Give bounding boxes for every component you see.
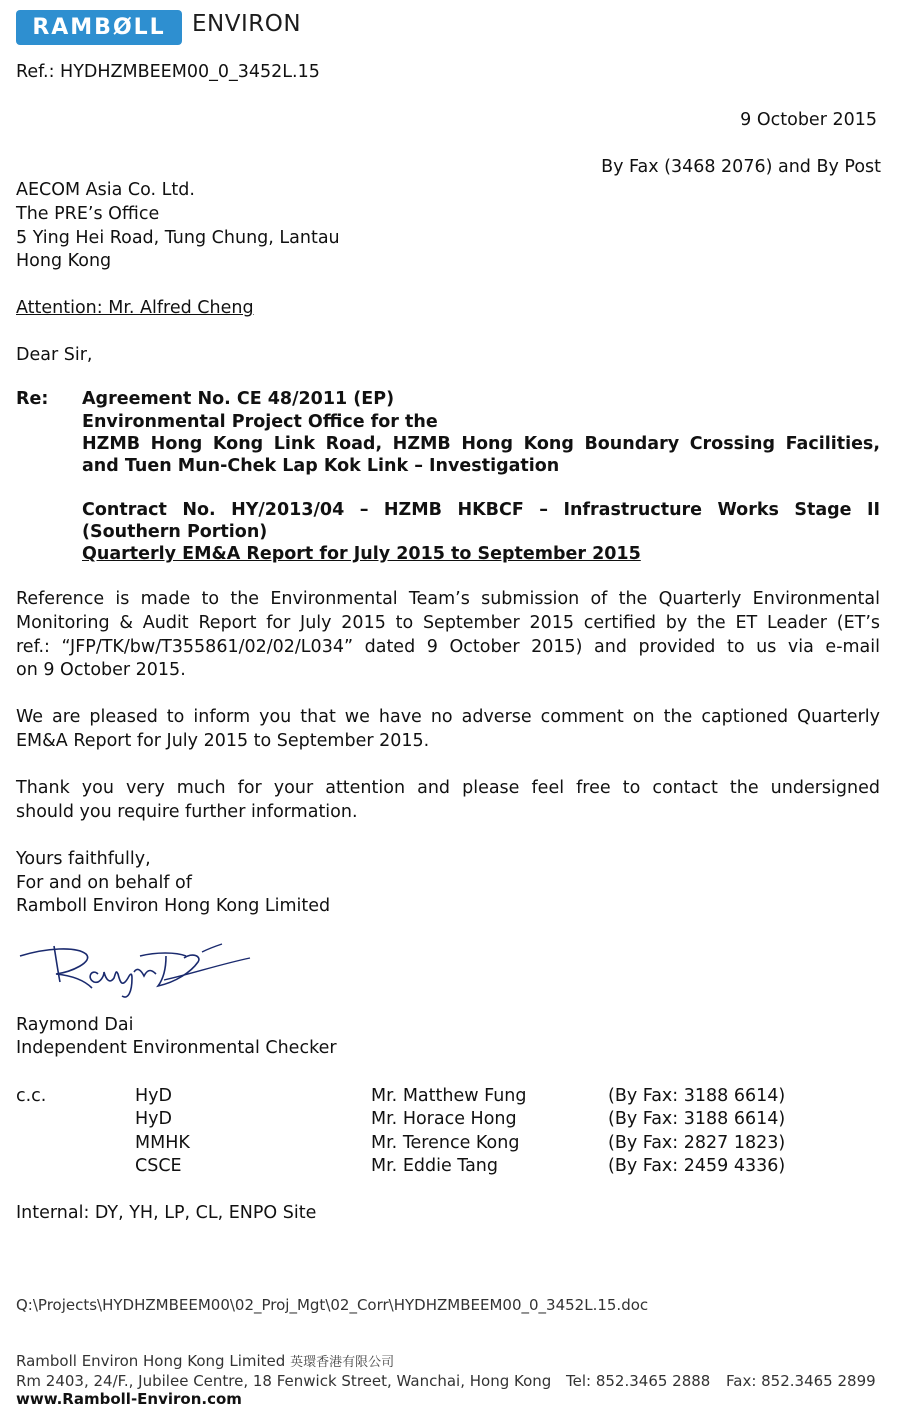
body-text: on 9 October 2015. [16,660,186,680]
cc-person: Mr. Horace Hong [371,1109,517,1129]
footer-website-link[interactable]: www.Ramboll-Environ.com [16,1390,242,1408]
cc-fax: (By Fax: 3188 6614) [608,1086,786,1106]
re-label: Re: [16,389,49,409]
contract-line: (Southern Portion) [82,522,268,542]
footer-fax: Fax: 852.3465 2899 [726,1372,876,1390]
cc-org: MMHK [135,1133,190,1153]
signature-image [16,938,256,1008]
cc-person: Mr. Eddie Tang [371,1156,498,1176]
closing-line: Yours faithfully, [16,849,151,869]
footer-tel: Tel: 852.3465 2888 [566,1372,711,1390]
logo-text: RAMBØLL [32,15,166,40]
address-line: Hong Kong [16,251,112,271]
subject-line: Quarterly EM&A Report for July 2015 to September 2015 [82,544,641,564]
re-line: Agreement No. CE 48/2011 (EP) [82,389,395,409]
re-line: HZMB Hong Kong Link Road, HZMB Hong Kong Boundary Crossing Facilities, [82,434,880,454]
re-line: and Tuen Mun-Chek Lap Kok Link – Investigation [82,456,560,476]
footer-address: Rm 2403, 24/F., Jubilee Centre, 18 Fenwick Street, Wanchai, Hong Kong [16,1372,552,1390]
body-text: Monitoring & Audit Report for July 2015 to September 2015 certified by the ET Leader (ET’s [16,613,880,633]
company-logo [16,10,182,45]
footer-company-cjk: 英環香港有限公司 [290,1355,395,1370]
re-line: Environmental Project Office for the [82,412,438,432]
body-text: ref.: “JFP/TK/bw/T355861/02/02/L034” dated 9 October 2015) and provided to us via e-mail [16,637,880,657]
cc-fax: (By Fax: 2827 1823) [608,1133,786,1153]
signer-title: Independent Environmental Checker [16,1038,337,1058]
salutation: Dear Sir, [16,345,93,365]
body-text: Thank you very much for your attention and please feel free to contact the undersigned [16,778,880,798]
closing-line: For and on behalf of [16,873,192,893]
internal-distribution: Internal: DY, YH, LP, CL, ENPO Site [16,1203,317,1223]
body-text: Reference is made to the Environmental Team’s submission of the Quarterly Environmental [16,589,880,609]
letter-date: 9 October 2015 [740,110,877,130]
logo-suffix: ENVIRON [192,11,302,37]
address-line: 5 Ying Hei Road, Tung Chung, Lantau [16,228,340,248]
reference-number: Ref.: HYDHZMBEEM00_0_3452L.15 [16,62,320,82]
body-text: should you require further information. [16,802,358,822]
cc-org: CSCE [135,1156,182,1176]
delivery-method: By Fax (3468 2076) and By Post [601,157,881,177]
cc-fax: (By Fax: 3188 6614) [608,1109,786,1129]
body-text: EM&A Report for July 2015 to September 2015. [16,731,430,751]
cc-org: HyD [135,1109,172,1129]
attention-line: Attention: Mr. Alfred Cheng [16,298,254,318]
cc-fax: (By Fax: 2459 4336) [608,1156,786,1176]
body-text: We are pleased to inform you that we have no adverse comment on the captioned Quarterly [16,707,880,727]
cc-person: Mr. Terence Kong [371,1133,520,1153]
address-line: AECOM Asia Co. Ltd. [16,180,195,200]
footer-company: Ramboll Environ Hong Kong Limited [16,1352,286,1370]
cc-person: Mr. Matthew Fung [371,1086,527,1106]
footer-company-line [16,1351,394,1370]
cc-label: c.c. [16,1086,47,1106]
closing-line: Ramboll Environ Hong Kong Limited [16,896,331,916]
address-line: The PRE’s Office [16,204,160,224]
contract-line: Contract No. HY/2013/04 – HZMB HKBCF – Infrastructure Works Stage II [82,500,880,520]
signer-name: Raymond Dai [16,1015,134,1035]
file-path: Q:\Projects\HYDHZMBEEM00\02_Proj_Mgt\02_Corr\HYDHZMBEEM00_0_3452L.15.doc [16,1296,649,1314]
cc-org: HyD [135,1086,172,1106]
